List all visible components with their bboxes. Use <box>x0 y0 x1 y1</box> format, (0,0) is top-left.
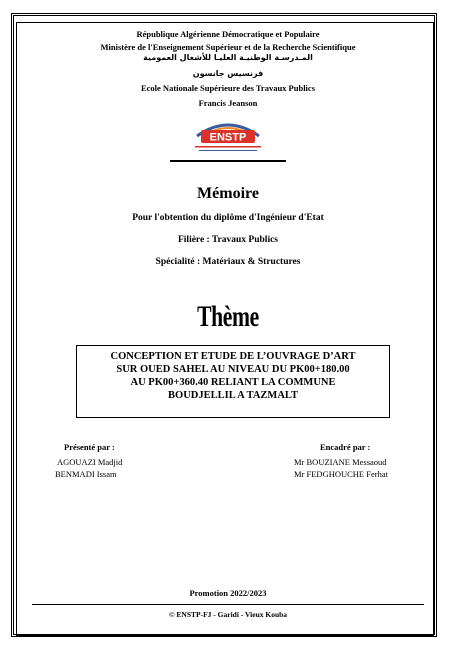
enstp-logo-graphic <box>183 112 273 156</box>
theme-line-3: AU PK00+360.40 RELIANT LA COMMUNE <box>130 377 336 388</box>
encadre-label: Encadré par : <box>320 442 371 452</box>
divider-rule <box>170 160 286 162</box>
author-2: BENMADI Issam <box>55 469 117 479</box>
promotion: Promotion 2022/2023 <box>189 588 267 598</box>
theme-line-2: SUR OUED SAHEL AU NIVEAU DU PK00+180.00 <box>116 364 350 375</box>
author-1: AGOUAZI Madjid <box>57 457 123 467</box>
theme-box <box>76 345 390 418</box>
theme-label: Thème <box>197 300 259 333</box>
presente-label: Présenté par : <box>64 442 115 452</box>
logo-text: ENSTP <box>209 131 247 144</box>
theme-label-wrap <box>0 300 456 334</box>
supervisor-1: Mr BOUZIANE Messaoud <box>294 457 387 467</box>
theme-line-4: BOUDJELLIL A TAZMALT <box>168 390 298 401</box>
theme-line-1: CONCEPTION ET ETUDE DE L’OUVRAGE D’ART <box>110 351 356 362</box>
ministry-line: Ministère de l'Enseignement Supérieur et de la Recherche Scientifique <box>100 42 356 52</box>
republic-line: République Algérienne Démocratique et Populaire <box>136 29 320 39</box>
arabic-school-name: المـدرسـة الوطنيـة العليـا للأشغال العمومية <box>143 53 313 62</box>
filiere-line: Filière : Travaux Publics <box>177 235 278 245</box>
arabic-francis-jeanson: فرنسيس جانسون <box>192 69 264 78</box>
enstp-logo <box>183 112 273 156</box>
memoire-title: Mémoire <box>197 185 259 202</box>
francis-jeanson: Francis Jeanson <box>198 98 258 108</box>
obtention-line: Pour l'obtention du diplôme d'Ingénieur d'Etat <box>132 213 324 223</box>
school-name: Ecole Nationale Supérieure des Travaux Publics <box>140 83 316 93</box>
specialite-line: Spécialité : Matériaux & Structures <box>155 257 301 267</box>
footer-copyright: © ENSTP-FJ - Garidi - Vieux Kouba <box>168 610 288 619</box>
supervisor-2: Mr FEDGHOUCHE Ferhat <box>294 469 388 479</box>
footer-rule <box>32 604 424 605</box>
